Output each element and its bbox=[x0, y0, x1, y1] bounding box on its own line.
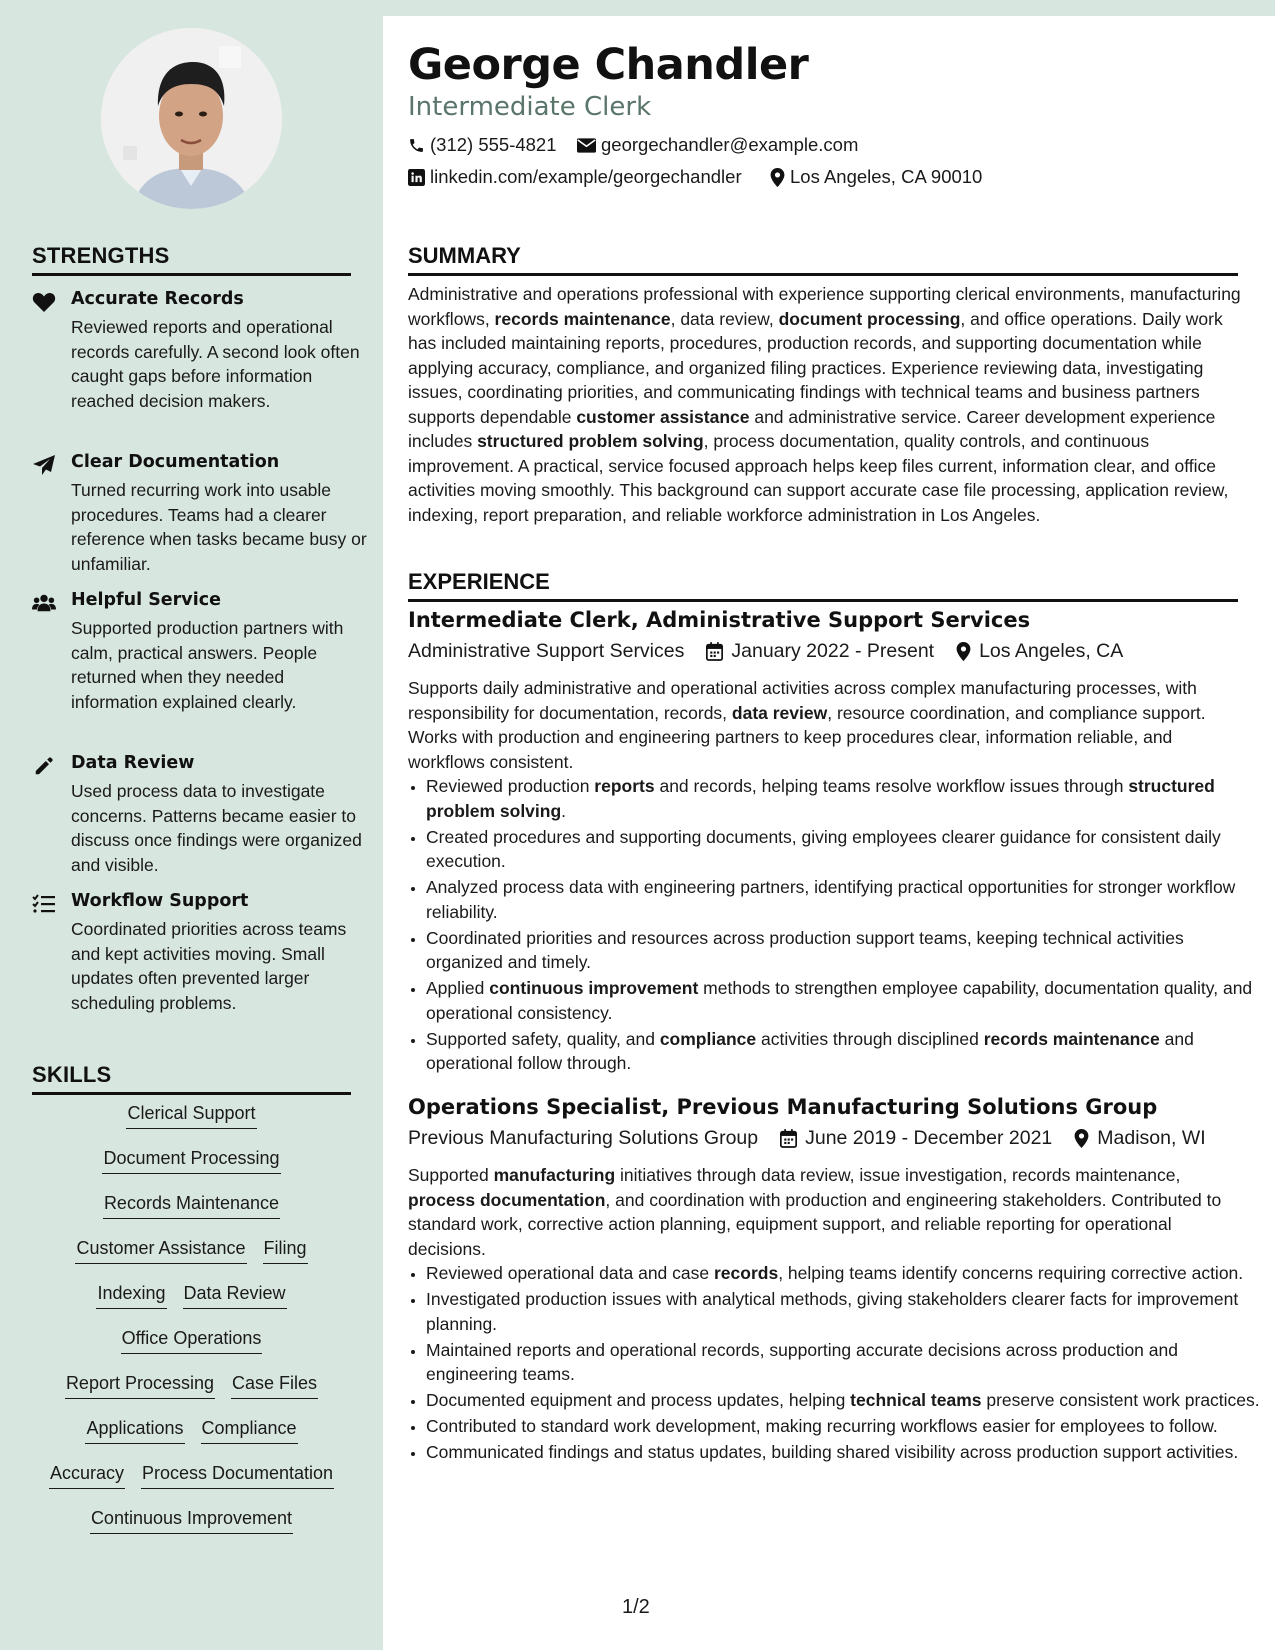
skill-tag: Office Operations bbox=[121, 1328, 263, 1354]
bullet-item: • Documented equipment and process updates, helping technical teams preserve consistent work practices. bbox=[426, 1388, 1261, 1413]
job-bullets bbox=[408, 1261, 1261, 1466]
bullet-item: • Reviewed operational data and case records, helping teams identify concerns requiring corrective action. bbox=[426, 1261, 1261, 1286]
bullet-item: • Investigated production issues with analytical methods, giving stakeholders clearer facts for improvement planning. bbox=[426, 1287, 1261, 1336]
bullet-item: • Communicated findings and status updates, building shared visibility across production support activities. bbox=[426, 1440, 1261, 1465]
skill-tag: Indexing bbox=[96, 1283, 166, 1309]
map-pin-icon bbox=[956, 642, 971, 661]
job-company: Administrative Support Services bbox=[408, 640, 685, 662]
job-dates: January 2022 - Present bbox=[731, 640, 935, 662]
skill-tag: Clerical Support bbox=[126, 1103, 256, 1129]
skill-tag: Case Files bbox=[231, 1373, 318, 1399]
skill-row bbox=[32, 1283, 351, 1328]
skill-tag: Document Processing bbox=[102, 1148, 280, 1174]
skill-tag: Compliance bbox=[201, 1418, 298, 1444]
job-summary: Supports daily administrative and operational activities across complex manufacturing processes, with responsibility for documentation, records, data review, resource coordination, and compliance support. Works with production and engineering partners to keep procedures clear, information reliable, and workflows consistent. bbox=[408, 678, 1206, 772]
summary-text: Administrative and operations professional with experience supporting clerical environments, manufacturing workflows, records maintenance, data review, document processing, and office operations. Daily work has included maintaining reports, procedures, production records, and supporting documentation while applying accuracy, compliance, and organized filing practices. Experience reviewing data, investigating issues, coordinating priorities, and communicating findings with technical teams and business partners supports dependable customer assistance and administrative service. Career development experience includes structured problem solving, process documentation, quality controls, and continuous improvement. A practical, service focused approach helps keep files current, information clear, and office activities moving smoothly. This background can support accurate case file processing, application review, indexing, report preparation, and reliable workforce administration in Los Angeles. bbox=[408, 284, 1241, 525]
job-bullets bbox=[408, 774, 1261, 1077]
experience-heading: EXPERIENCE bbox=[408, 569, 1238, 602]
profile-photo bbox=[101, 28, 282, 209]
skill-tag: Customer Assistance bbox=[75, 1238, 246, 1264]
bullet-item: • Coordinated priorities and resources across production support teams, keeping technical activities organized and timely. bbox=[426, 926, 1261, 975]
pencil-icon bbox=[32, 755, 56, 777]
strength-title: Data Review bbox=[71, 753, 195, 773]
job-title: Intermediate Clerk, Administrative Support Services bbox=[408, 608, 1031, 632]
job-location: Los Angeles, CA bbox=[979, 640, 1124, 662]
task-list-icon bbox=[32, 893, 56, 915]
skill-tag: Filing bbox=[263, 1238, 308, 1264]
email-text: georgechandler@example.com bbox=[601, 134, 859, 155]
heart-icon bbox=[32, 291, 56, 313]
skill-row bbox=[32, 1193, 351, 1238]
location-contact bbox=[770, 166, 982, 188]
skill-row bbox=[32, 1418, 351, 1463]
paper-plane-icon bbox=[32, 454, 56, 476]
phone-contact[interactable] bbox=[408, 134, 557, 156]
bullet-item: • Supported safety, quality, and compliance activities through disciplined records maintenance and operational follow through. bbox=[426, 1027, 1261, 1076]
email-contact[interactable] bbox=[577, 134, 858, 156]
job-meta bbox=[408, 640, 1123, 663]
strength-desc: Reviewed reports and operational records carefully. A second look often caught gaps before information reached decision makers. bbox=[71, 317, 360, 411]
bullet-item: • Applied continuous improvement methods to strengthen employee capability, documentation quality, and operational consistency. bbox=[426, 976, 1261, 1025]
job-meta bbox=[408, 1127, 1206, 1150]
job-dates: June 2019 - December 2021 bbox=[805, 1127, 1053, 1149]
job-title: Operations Specialist, Previous Manufacturing Solutions Group bbox=[408, 1095, 1158, 1119]
skill-tag: Continuous Improvement bbox=[90, 1508, 293, 1534]
map-pin-icon bbox=[770, 168, 785, 187]
map-pin-icon bbox=[1074, 1129, 1089, 1148]
bullet-item: • Created procedures and supporting documents, giving employees clearer guidance for consistent daily execution. bbox=[426, 825, 1261, 874]
calendar-icon bbox=[706, 642, 723, 661]
skill-row bbox=[32, 1373, 351, 1418]
summary-heading: SUMMARY bbox=[408, 243, 1238, 276]
strength-desc: Used process data to investigate concerns. Patterns became easier to discuss once findings were organized and visible. bbox=[71, 781, 362, 875]
candidate-title: Intermediate Clerk bbox=[408, 92, 652, 122]
skill-row bbox=[32, 1103, 351, 1148]
page-number: 1/2 bbox=[622, 1596, 650, 1618]
strength-title: Helpful Service bbox=[71, 590, 221, 610]
bullet-item: • Reviewed production reports and records, helping teams resolve workflow issues through structured problem solving. bbox=[426, 774, 1261, 823]
skill-tag: Report Processing bbox=[65, 1373, 215, 1399]
strength-title: Accurate Records bbox=[71, 289, 244, 309]
skill-tag: Data Review bbox=[183, 1283, 287, 1309]
bullet-item: • Contributed to standard work development, making recurring workflows easier for employees to follow. bbox=[426, 1414, 1261, 1439]
phone-icon bbox=[408, 137, 425, 154]
candidate-name: George Chandler bbox=[408, 40, 809, 90]
skill-row bbox=[32, 1463, 351, 1508]
linkedin-icon bbox=[408, 169, 425, 186]
job-company: Previous Manufacturing Solutions Group bbox=[408, 1127, 759, 1149]
strength-desc: Supported production partners with calm, practical answers. People returned when they needed information explained clearly. bbox=[71, 618, 344, 712]
strength-desc: Coordinated priorities across teams and kept activities moving. Small updates often prevented larger scheduling problems. bbox=[71, 919, 347, 1013]
bullet-item: • Maintained reports and operational records, supporting accurate decisions across production and engineering teams. bbox=[426, 1338, 1261, 1387]
skill-row bbox=[32, 1328, 351, 1373]
skill-tag: Process Documentation bbox=[141, 1463, 334, 1489]
location-text: Los Angeles, CA 90010 bbox=[790, 166, 983, 187]
phone-text: (312) 555-4821 bbox=[430, 134, 557, 155]
skills-list bbox=[32, 1103, 351, 1553]
linkedin-contact[interactable] bbox=[408, 166, 742, 188]
skill-row bbox=[32, 1238, 351, 1283]
skill-row bbox=[32, 1508, 351, 1553]
skill-tag: Records Maintenance bbox=[103, 1193, 280, 1219]
strength-title: Workflow Support bbox=[71, 891, 249, 911]
skill-tag: Applications bbox=[85, 1418, 184, 1444]
strength-title: Clear Documentation bbox=[71, 452, 280, 472]
strength-desc: Turned recurring work into usable procedures. Teams had a clearer reference when tasks became busy or unfamiliar. bbox=[71, 480, 367, 574]
job-summary: Supported manufacturing initiatives through data review, issue investigation, records maintenance, process documentation, and coordination with production and engineering stakeholders. Contributed to standard work, corrective action planning, equipment support, and reliable reporting for operational decisions. bbox=[408, 1165, 1222, 1259]
linkedin-text: linkedin.com/example/georgechandler bbox=[430, 166, 742, 187]
skill-tag: Accuracy bbox=[49, 1463, 125, 1489]
job-location: Madison, WI bbox=[1097, 1127, 1206, 1149]
calendar-icon bbox=[780, 1129, 797, 1148]
strengths-heading: STRENGTHS bbox=[32, 243, 351, 276]
skills-heading: SKILLS bbox=[32, 1062, 351, 1095]
skill-row bbox=[32, 1148, 351, 1193]
bullet-item: • Analyzed process data with engineering partners, identifying practical opportunities for stronger workflow reliability. bbox=[426, 875, 1261, 924]
envelope-icon bbox=[577, 138, 596, 153]
users-icon bbox=[32, 592, 56, 614]
